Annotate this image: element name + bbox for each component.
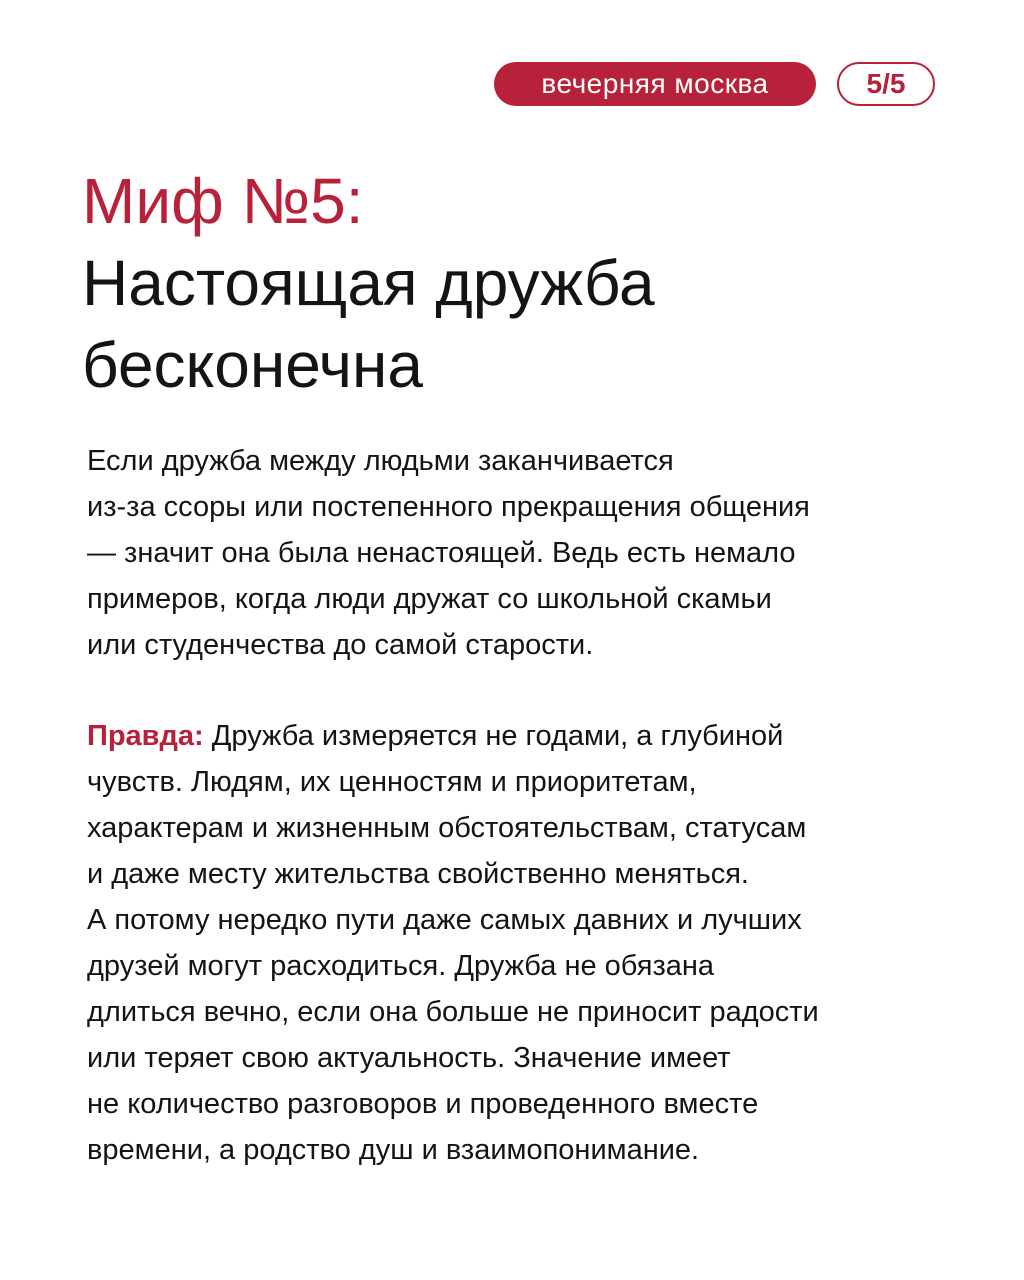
truth-line: чувств. Людям, их ценностям и приоритетам,	[87, 766, 697, 798]
truth-line: характерам и жизненным обстоятельствам, статусам	[87, 812, 807, 844]
truth-line: и даже месту жительства свойственно меняться.	[87, 858, 749, 890]
truth-line: не количество разговоров и проведенного вместе	[87, 1088, 759, 1120]
myth-line: — значит она была ненастоящей. Ведь есть немало	[87, 537, 796, 569]
truth-first-line-text: Дружба измеряется не годами, а глубиной	[203, 720, 784, 752]
truth-line: времени, а родство душ и взаимопонимание.	[87, 1134, 700, 1166]
truth-paragraph	[87, 713, 987, 1173]
myth-line: из-за ссоры или постепенного прекращения общения	[87, 491, 810, 523]
myth-line: Если дружба между людьми заканчивается	[87, 445, 674, 477]
headline	[82, 160, 982, 406]
headline-line-2: бесконечна	[82, 329, 423, 401]
truth-line: А потому нередко пути даже самых давних и лучших	[87, 904, 802, 936]
headline-myth-number: Миф №5:	[82, 165, 364, 237]
truth-label: Правда:	[87, 720, 204, 752]
truth-line: друзей могут расходиться. Дружба не обязана	[87, 950, 715, 982]
page-counter: 5/5	[837, 62, 935, 106]
truth-first-line	[87, 713, 987, 759]
brand-badge: вечерняя москва	[494, 62, 816, 106]
headline-line-1: Настоящая дружба	[82, 247, 655, 319]
truth-line: или теряет свою актуальность. Значение имеет	[87, 1042, 731, 1074]
truth-line: длиться вечно, если она больше не приносит радости	[87, 996, 819, 1028]
myth-line: или студенчества до самой старости.	[87, 629, 594, 661]
myth-line: примеров, когда люди дружат со школьной скамьи	[87, 583, 772, 615]
myth-paragraph	[87, 438, 987, 668]
